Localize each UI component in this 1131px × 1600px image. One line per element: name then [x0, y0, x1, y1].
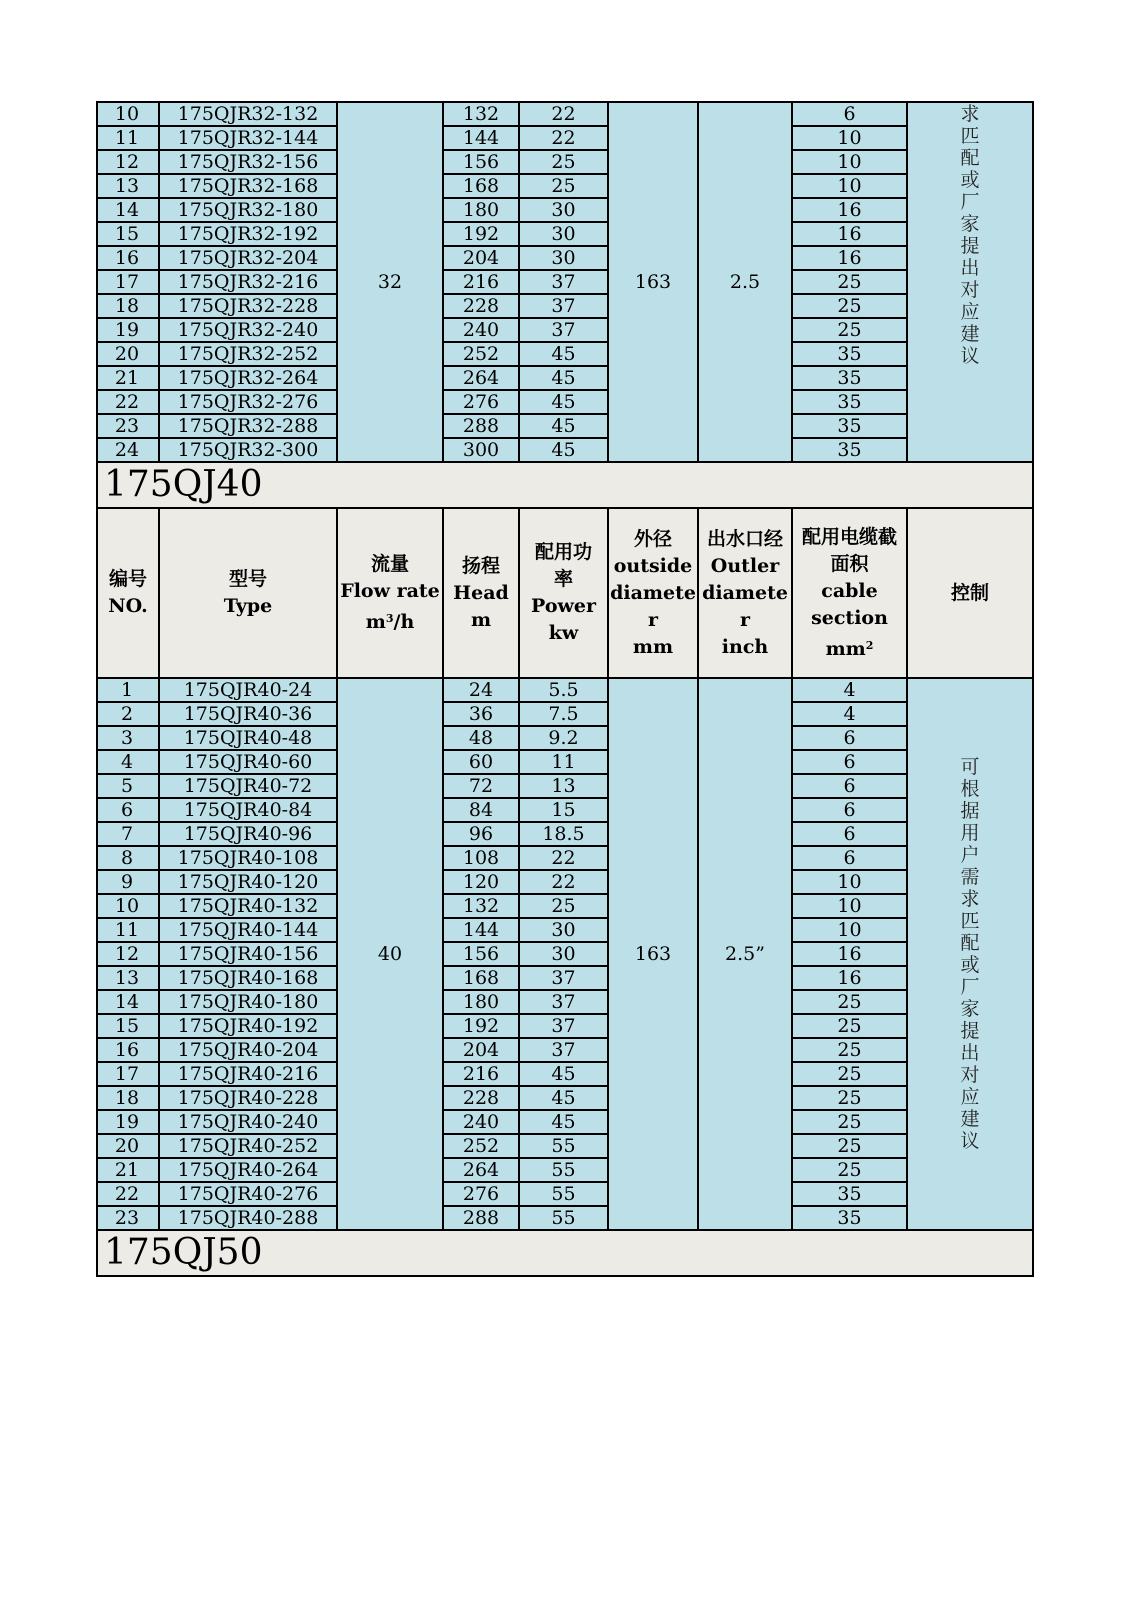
cell-type: 175QJR40-252	[159, 1134, 337, 1158]
cell-power: 45	[519, 366, 608, 390]
cell-no: 12	[97, 942, 159, 966]
cell-head: 108	[443, 846, 519, 870]
cell-type: 175QJR40-36	[159, 702, 337, 726]
cell-head: 144	[443, 126, 519, 150]
cell-head: 96	[443, 822, 519, 846]
cell-no: 6	[97, 798, 159, 822]
cell-cable-section: 35	[792, 342, 907, 366]
cell-power: 30	[519, 942, 608, 966]
cell-head: 168	[443, 966, 519, 990]
table-row	[97, 150, 1033, 174]
cell-head: 252	[443, 1134, 519, 1158]
cell-type: 175QJR40-168	[159, 966, 337, 990]
cell-power: 25	[519, 894, 608, 918]
header-control: 控制	[907, 508, 1033, 678]
table-row	[97, 222, 1033, 246]
cell-cable-section: 25	[792, 1062, 907, 1086]
cell-type: 175QJR40-108	[159, 846, 337, 870]
cell-no: 19	[97, 1110, 159, 1134]
table-row	[97, 870, 1033, 894]
cell-power: 45	[519, 1110, 608, 1134]
cell-type: 175QJR32-144	[159, 126, 337, 150]
cell-power: 37	[519, 318, 608, 342]
cell-type: 175QJR40-72	[159, 774, 337, 798]
cell-power: 18.5	[519, 822, 608, 846]
cell-cable-section: 25	[792, 1158, 907, 1182]
cell-cable-section: 6	[792, 750, 907, 774]
cell-no: 3	[97, 726, 159, 750]
cell-outside-diameter: 163	[608, 678, 698, 1230]
cell-no: 16	[97, 1038, 159, 1062]
cell-head: 192	[443, 222, 519, 246]
table-row	[97, 1134, 1033, 1158]
cell-cable-section: 25	[792, 1134, 907, 1158]
table-row	[97, 126, 1033, 150]
cell-no: 21	[97, 366, 159, 390]
cell-power: 45	[519, 414, 608, 438]
table-row	[97, 678, 1033, 702]
cell-no: 5	[97, 774, 159, 798]
table-row	[97, 846, 1033, 870]
cell-cable-section: 6	[792, 102, 907, 126]
table-row	[97, 1086, 1033, 1110]
cell-power: 30	[519, 198, 608, 222]
table-row	[97, 438, 1033, 462]
cell-head: 204	[443, 1038, 519, 1062]
cell-control	[907, 678, 1033, 1230]
cell-type: 175QJR32-252	[159, 342, 337, 366]
cell-outlet-diameter: 2.5”	[698, 678, 792, 1230]
table-row	[97, 390, 1033, 414]
cell-power: 30	[519, 918, 608, 942]
header-type: 型号 Type	[159, 508, 337, 678]
cell-cable-section: 25	[792, 270, 907, 294]
cell-cable-section: 10	[792, 150, 907, 174]
cell-power: 37	[519, 294, 608, 318]
cell-head: 132	[443, 102, 519, 126]
cell-no: 21	[97, 1158, 159, 1182]
cell-type: 175QJR40-204	[159, 1038, 337, 1062]
table-row	[97, 1038, 1033, 1062]
cell-control	[907, 102, 1033, 462]
cell-power: 11	[519, 750, 608, 774]
cell-power: 7.5	[519, 702, 608, 726]
table-body	[97, 102, 1033, 1276]
cell-cable-section: 16	[792, 198, 907, 222]
cell-cable-section: 10	[792, 918, 907, 942]
cell-cable-section: 6	[792, 846, 907, 870]
cell-head: 276	[443, 1182, 519, 1206]
cell-no: 17	[97, 270, 159, 294]
cell-power: 30	[519, 246, 608, 270]
cell-head: 228	[443, 294, 519, 318]
cell-power: 37	[519, 1014, 608, 1038]
table-row	[97, 702, 1033, 726]
table-row	[97, 102, 1033, 126]
cell-power: 37	[519, 270, 608, 294]
cell-type: 175QJR40-24	[159, 678, 337, 702]
cell-head: 156	[443, 942, 519, 966]
cell-no: 19	[97, 318, 159, 342]
cell-cable-section: 25	[792, 990, 907, 1014]
cell-cable-section: 35	[792, 438, 907, 462]
table-row	[97, 246, 1033, 270]
cell-type: 175QJR40-192	[159, 1014, 337, 1038]
cell-head: 264	[443, 366, 519, 390]
cell-type: 175QJR40-156	[159, 942, 337, 966]
header-cable-section: 配用电缆截 面积 cable section $mm^2$	[792, 508, 907, 678]
section-title-175qj50: 175QJ50	[97, 1230, 1033, 1276]
cell-type: 175QJR32-300	[159, 438, 337, 462]
cell-no: 17	[97, 1062, 159, 1086]
cell-cable-section: 16	[792, 966, 907, 990]
cell-flow-rate: 32	[337, 102, 443, 462]
table-row	[97, 174, 1033, 198]
cell-type: 175QJR40-84	[159, 798, 337, 822]
cell-no: 12	[97, 150, 159, 174]
table-row	[97, 942, 1033, 966]
table-row	[97, 798, 1033, 822]
cell-head: 240	[443, 1110, 519, 1134]
table-row	[97, 1062, 1033, 1086]
header-flow-rate: 流量 Flow rate $m^3/h$	[337, 508, 443, 678]
cell-power: 37	[519, 1038, 608, 1062]
cell-type: 175QJR32-204	[159, 246, 337, 270]
cell-cable-section: 10	[792, 174, 907, 198]
header-outlet-diameter: 出水口经 Outler diamete r inch	[698, 508, 792, 678]
cell-head: 300	[443, 438, 519, 462]
cell-no: 10	[97, 102, 159, 126]
cell-cable-section: 4	[792, 678, 907, 702]
cell-power: 45	[519, 390, 608, 414]
cell-type: 175QJR40-180	[159, 990, 337, 1014]
table-row	[97, 966, 1033, 990]
cell-no: 14	[97, 990, 159, 1014]
table-row	[97, 1206, 1033, 1230]
cell-no: 15	[97, 1014, 159, 1038]
cell-power: 45	[519, 342, 608, 366]
cell-cable-section: 10	[792, 894, 907, 918]
cell-no: 15	[97, 222, 159, 246]
cell-type: 175QJR32-288	[159, 414, 337, 438]
cell-type: 175QJR40-144	[159, 918, 337, 942]
cell-type: 175QJR32-180	[159, 198, 337, 222]
cell-head: 84	[443, 798, 519, 822]
cell-cable-section: 25	[792, 294, 907, 318]
cell-type: 175QJR32-216	[159, 270, 337, 294]
table-row	[97, 990, 1033, 1014]
cell-no: 8	[97, 846, 159, 870]
cell-flow-rate: 40	[337, 678, 443, 1230]
table-row	[97, 1014, 1033, 1038]
cell-power: 55	[519, 1134, 608, 1158]
table-row	[97, 918, 1033, 942]
cell-no: 22	[97, 1182, 159, 1206]
cell-no: 1	[97, 678, 159, 702]
table-row	[97, 894, 1033, 918]
cell-no: 13	[97, 966, 159, 990]
cell-outlet-diameter: 2.5	[698, 102, 792, 462]
cell-power: 55	[519, 1158, 608, 1182]
section-title-175qj40: 175QJ40	[97, 462, 1033, 508]
cell-type: 175QJR40-228	[159, 1086, 337, 1110]
header-head: 扬程 Head m	[443, 508, 519, 678]
table-row	[97, 750, 1033, 774]
cell-head: 216	[443, 270, 519, 294]
table-row	[97, 342, 1033, 366]
cell-no: 18	[97, 294, 159, 318]
cell-power: 15	[519, 798, 608, 822]
cell-power: 22	[519, 870, 608, 894]
cell-cable-section: 16	[792, 942, 907, 966]
cell-cable-section: 35	[792, 414, 907, 438]
cell-power: 30	[519, 222, 608, 246]
cell-no: 11	[97, 126, 159, 150]
cell-power: 25	[519, 150, 608, 174]
cell-no: 22	[97, 390, 159, 414]
cell-no: 18	[97, 1086, 159, 1110]
header-row	[97, 508, 1033, 678]
table-row	[97, 270, 1033, 294]
cell-power: 22	[519, 126, 608, 150]
table-row	[97, 198, 1033, 222]
cell-outside-diameter: 163	[608, 102, 698, 462]
cell-no: 4	[97, 750, 159, 774]
cell-type: 175QJR32-132	[159, 102, 337, 126]
cell-cable-section: 25	[792, 1014, 907, 1038]
cell-cable-section: 25	[792, 1086, 907, 1110]
cell-cable-section: 25	[792, 1038, 907, 1062]
cell-head: 60	[443, 750, 519, 774]
cell-cable-section: 25	[792, 1110, 907, 1134]
cell-head: 132	[443, 894, 519, 918]
cell-cable-section: 35	[792, 366, 907, 390]
cell-power: 22	[519, 846, 608, 870]
cell-type: 175QJR40-120	[159, 870, 337, 894]
cell-no: 7	[97, 822, 159, 846]
cell-no: 20	[97, 1134, 159, 1158]
cell-power: 9.2	[519, 726, 608, 750]
cell-power: 25	[519, 174, 608, 198]
cell-head: 180	[443, 990, 519, 1014]
cell-head: 24	[443, 678, 519, 702]
cell-type: 175QJR40-96	[159, 822, 337, 846]
cell-power: 37	[519, 990, 608, 1014]
cell-head: 120	[443, 870, 519, 894]
cell-cable-section: 16	[792, 222, 907, 246]
table-row	[97, 318, 1033, 342]
cell-type: 175QJR40-240	[159, 1110, 337, 1134]
section-title-row	[97, 1230, 1033, 1276]
cell-cable-section: 6	[792, 726, 907, 750]
cell-type: 175QJR32-168	[159, 174, 337, 198]
table-row	[97, 1158, 1033, 1182]
cell-no: 10	[97, 894, 159, 918]
cell-cable-section: 10	[792, 126, 907, 150]
cell-type: 175QJR40-276	[159, 1182, 337, 1206]
cell-type: 175QJR32-264	[159, 366, 337, 390]
cell-head: 264	[443, 1158, 519, 1182]
cell-head: 72	[443, 774, 519, 798]
table-row	[97, 414, 1033, 438]
cell-head: 144	[443, 918, 519, 942]
cell-no: 24	[97, 438, 159, 462]
cell-power: 45	[519, 1062, 608, 1086]
cell-type: 175QJR40-60	[159, 750, 337, 774]
cell-type: 175QJR32-228	[159, 294, 337, 318]
table-row	[97, 1110, 1033, 1134]
cell-type: 175QJR32-240	[159, 318, 337, 342]
cell-power: 13	[519, 774, 608, 798]
cell-power: 55	[519, 1182, 608, 1206]
section-title-row	[97, 462, 1033, 508]
cell-head: 48	[443, 726, 519, 750]
cell-power: 37	[519, 966, 608, 990]
cell-head: 288	[443, 414, 519, 438]
cell-type: 175QJR40-48	[159, 726, 337, 750]
cell-power: 45	[519, 438, 608, 462]
cell-cable-section: 6	[792, 774, 907, 798]
table-row	[97, 774, 1033, 798]
cell-head: 240	[443, 318, 519, 342]
cell-head: 168	[443, 174, 519, 198]
control-text: 求匹配或厂家提出对应建议	[960, 103, 980, 367]
table-row	[97, 726, 1033, 750]
cell-type: 175QJR40-264	[159, 1158, 337, 1182]
cell-head: 36	[443, 702, 519, 726]
cell-power: 22	[519, 102, 608, 126]
pump-spec-table	[96, 101, 1034, 1277]
cell-cable-section: 35	[792, 390, 907, 414]
cell-head: 228	[443, 1086, 519, 1110]
spec-sheet	[96, 101, 1032, 1277]
cell-no: 14	[97, 198, 159, 222]
cell-cable-section: 6	[792, 822, 907, 846]
cell-power: 45	[519, 1086, 608, 1110]
table-row	[97, 366, 1033, 390]
cell-no: 23	[97, 1206, 159, 1230]
cell-type: 175QJR32-192	[159, 222, 337, 246]
cell-head: 216	[443, 1062, 519, 1086]
cell-head: 192	[443, 1014, 519, 1038]
table-row	[97, 294, 1033, 318]
cell-type: 175QJR32-276	[159, 390, 337, 414]
table-row	[97, 822, 1033, 846]
cell-no: 11	[97, 918, 159, 942]
table-row	[97, 1182, 1033, 1206]
cell-head: 288	[443, 1206, 519, 1230]
cell-cable-section: 16	[792, 246, 907, 270]
cell-type: 175QJR40-216	[159, 1062, 337, 1086]
cell-no: 2	[97, 702, 159, 726]
cell-cable-section: 25	[792, 318, 907, 342]
cell-no: 16	[97, 246, 159, 270]
cell-cable-section: 4	[792, 702, 907, 726]
cell-power: 55	[519, 1206, 608, 1230]
cell-head: 204	[443, 246, 519, 270]
cell-head: 252	[443, 342, 519, 366]
cell-power: 5.5	[519, 678, 608, 702]
header-no: 编号 NO.	[97, 508, 159, 678]
cell-no: 23	[97, 414, 159, 438]
cell-head: 276	[443, 390, 519, 414]
cell-cable-section: 6	[792, 798, 907, 822]
control-text: 可根据用户需求匹配或厂家提出对应建议	[960, 756, 980, 1152]
cell-no: 9	[97, 870, 159, 894]
cell-cable-section: 35	[792, 1206, 907, 1230]
cell-type: 175QJR40-288	[159, 1206, 337, 1230]
cell-cable-section: 10	[792, 870, 907, 894]
cell-no: 20	[97, 342, 159, 366]
cell-head: 180	[443, 198, 519, 222]
cell-type: 175QJR40-132	[159, 894, 337, 918]
header-outside-diameter: 外径 outside diamete r mm	[608, 508, 698, 678]
cell-cable-section: 35	[792, 1182, 907, 1206]
header-power: 配用功 率 Power kw	[519, 508, 608, 678]
cell-head: 156	[443, 150, 519, 174]
cell-no: 13	[97, 174, 159, 198]
cell-type: 175QJR32-156	[159, 150, 337, 174]
